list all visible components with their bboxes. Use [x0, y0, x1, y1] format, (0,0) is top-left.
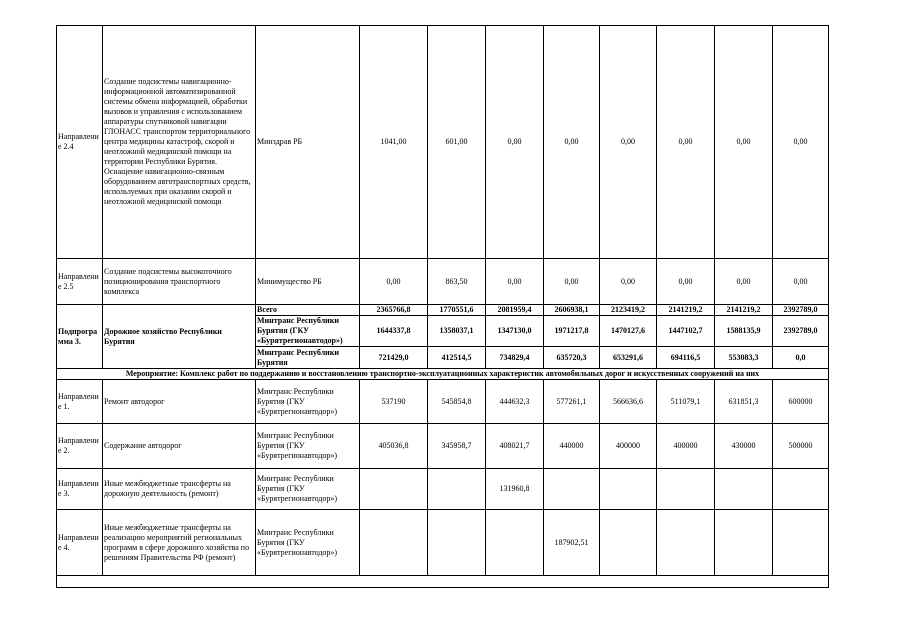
value-cell: 2365766,8 [360, 305, 428, 316]
row-executor: Минтранс Республики Бурятия [256, 347, 360, 369]
table-row [57, 510, 829, 576]
value-cell: 2141219,2 [657, 305, 715, 316]
value-cell: 1447102,7 [657, 316, 715, 347]
row-name: Создание подсистемы навигационно-информационной автоматизированной системы обмена информацией, обработки вызовов и управления с использованием аппаратуры спутниковой навигации ГЛОНАСС транспортом территориального центра медицины катастроф, скорой и неотложной медицинской помощи на территории Республики Бурятия. Оснащение навигационно-связным оборудованием автотранспортных средств, используемых при оказании скорой и неотложной медицинской помощи [103, 26, 256, 259]
subprogram-code: Подпрограмма 3. [57, 305, 103, 369]
table-row [57, 26, 829, 259]
row-name: Создание подсистемы высокоточного позиционирования транспортного комплекса [103, 259, 256, 305]
row-name: Ремонт автодорог [103, 380, 256, 424]
value-cell [773, 510, 829, 576]
value-cell: 0,0 [773, 347, 829, 369]
value-cell: 1347130,0 [486, 316, 544, 347]
value-cell: 440000 [544, 424, 600, 469]
value-cell: 131960,8 [486, 469, 544, 510]
value-cell: 0,00 [600, 259, 657, 305]
value-cell: 1770551,6 [428, 305, 486, 316]
value-cell: 2606938,1 [544, 305, 600, 316]
value-cell: 0,00 [773, 26, 829, 259]
value-cell: 187902,51 [544, 510, 600, 576]
subprogram-name: Дорожное хозяйство Республики Бурятия [103, 305, 256, 369]
value-cell: 2123419,2 [600, 305, 657, 316]
value-cell [773, 469, 829, 510]
value-cell: 0,00 [544, 26, 600, 259]
value-cell: 653291,6 [600, 347, 657, 369]
row-executor: Минтранс Республики Бурятия (ГКУ «Бурятрегионавтодор») [256, 316, 360, 347]
value-cell: 1358037,1 [428, 316, 486, 347]
row-executor: Минтранс Республики Бурятия (ГКУ «Бурятрегионавтодор») [256, 380, 360, 424]
empty-row [57, 576, 829, 588]
value-cell: 721429,0 [360, 347, 428, 369]
value-cell: 0,00 [600, 26, 657, 259]
row-code: Направление 2.5 [57, 259, 103, 305]
table-row [57, 380, 829, 424]
table-row [57, 305, 829, 316]
row-code: Направление 4. [57, 510, 103, 576]
value-cell: 400000 [600, 424, 657, 469]
row-executor: Минтранс Республики Бурятия (ГКУ «Бурятрегионавтодор») [256, 469, 360, 510]
value-cell [428, 469, 486, 510]
value-cell [600, 469, 657, 510]
table-row [57, 369, 829, 380]
value-cell: 430000 [715, 424, 773, 469]
row-code: Направление 2. [57, 424, 103, 469]
value-cell [715, 469, 773, 510]
value-cell: 631851,3 [715, 380, 773, 424]
value-cell: 412514,5 [428, 347, 486, 369]
total-label: Всего [256, 305, 360, 316]
value-cell: 0,00 [657, 26, 715, 259]
value-cell: 545854,8 [428, 380, 486, 424]
value-cell [428, 510, 486, 576]
value-cell: 863,50 [428, 259, 486, 305]
value-cell [544, 469, 600, 510]
value-cell: 2392789,0 [773, 316, 829, 347]
budget-table [56, 25, 829, 588]
value-cell: 1588135,9 [715, 316, 773, 347]
value-cell: 0,00 [773, 259, 829, 305]
row-name: Содержание автодорог [103, 424, 256, 469]
value-cell: 537190 [360, 380, 428, 424]
value-cell [486, 510, 544, 576]
value-cell: 694116,5 [657, 347, 715, 369]
row-executor: Минимущество РБ [256, 259, 360, 305]
table-row [57, 424, 829, 469]
value-cell [360, 510, 428, 576]
row-name: Иные межбюджетные трансферты на реализацию мероприятий региональных программ в сфере дорожного хозяйства по решениям Правительства РФ (ремонт) [103, 510, 256, 576]
value-cell: 553083,3 [715, 347, 773, 369]
value-cell: 734829,4 [486, 347, 544, 369]
value-cell: 635720,3 [544, 347, 600, 369]
value-cell: 408021,7 [486, 424, 544, 469]
value-cell [657, 469, 715, 510]
value-cell: 0,00 [486, 26, 544, 259]
value-cell: 345958,7 [428, 424, 486, 469]
value-cell: 500000 [773, 424, 829, 469]
value-cell: 400000 [657, 424, 715, 469]
value-cell: 0,00 [544, 259, 600, 305]
event-header: Мероприятие: Комплекс работ по поддержанию и восстановлению транспортно-эксплуатационных характеристик автомобильных дорог и искусственных сооружений на них [57, 369, 829, 380]
value-cell: 2081959,4 [486, 305, 544, 316]
value-cell: 0,00 [486, 259, 544, 305]
value-cell [600, 510, 657, 576]
row-code: Направление 3. [57, 469, 103, 510]
value-cell: 0,00 [715, 26, 773, 259]
value-cell: 405036,8 [360, 424, 428, 469]
value-cell: 1971217,8 [544, 316, 600, 347]
value-cell [715, 510, 773, 576]
value-cell: 577261,1 [544, 380, 600, 424]
value-cell: 1470127,6 [600, 316, 657, 347]
value-cell: 0,00 [715, 259, 773, 305]
value-cell: 600000 [773, 380, 829, 424]
value-cell: 444632,3 [486, 380, 544, 424]
value-cell: 511079,1 [657, 380, 715, 424]
row-executor: Минтранс Республики Бурятия (ГКУ «Бурятрегионавтодор») [256, 510, 360, 576]
row-code: Направление 1. [57, 380, 103, 424]
table-row [57, 259, 829, 305]
value-cell: 0,00 [657, 259, 715, 305]
row-name: Иные межбюджетные трансферты на дорожную деятельность (ремонт) [103, 469, 256, 510]
value-cell [657, 510, 715, 576]
table-row [57, 576, 829, 588]
value-cell: 1041,00 [360, 26, 428, 259]
row-code: Направление 2.4 [57, 26, 103, 259]
value-cell: 1644337,8 [360, 316, 428, 347]
row-executor: Минздрав РБ [256, 26, 360, 259]
table-row [57, 469, 829, 510]
value-cell: 566636,6 [600, 380, 657, 424]
value-cell: 2392789,0 [773, 305, 829, 316]
value-cell: 601,00 [428, 26, 486, 259]
value-cell: 2141219,2 [715, 305, 773, 316]
value-cell: 0,00 [360, 259, 428, 305]
row-executor: Минтранс Республики Бурятия (ГКУ «Бурятрегионавтодор») [256, 424, 360, 469]
value-cell [360, 469, 428, 510]
